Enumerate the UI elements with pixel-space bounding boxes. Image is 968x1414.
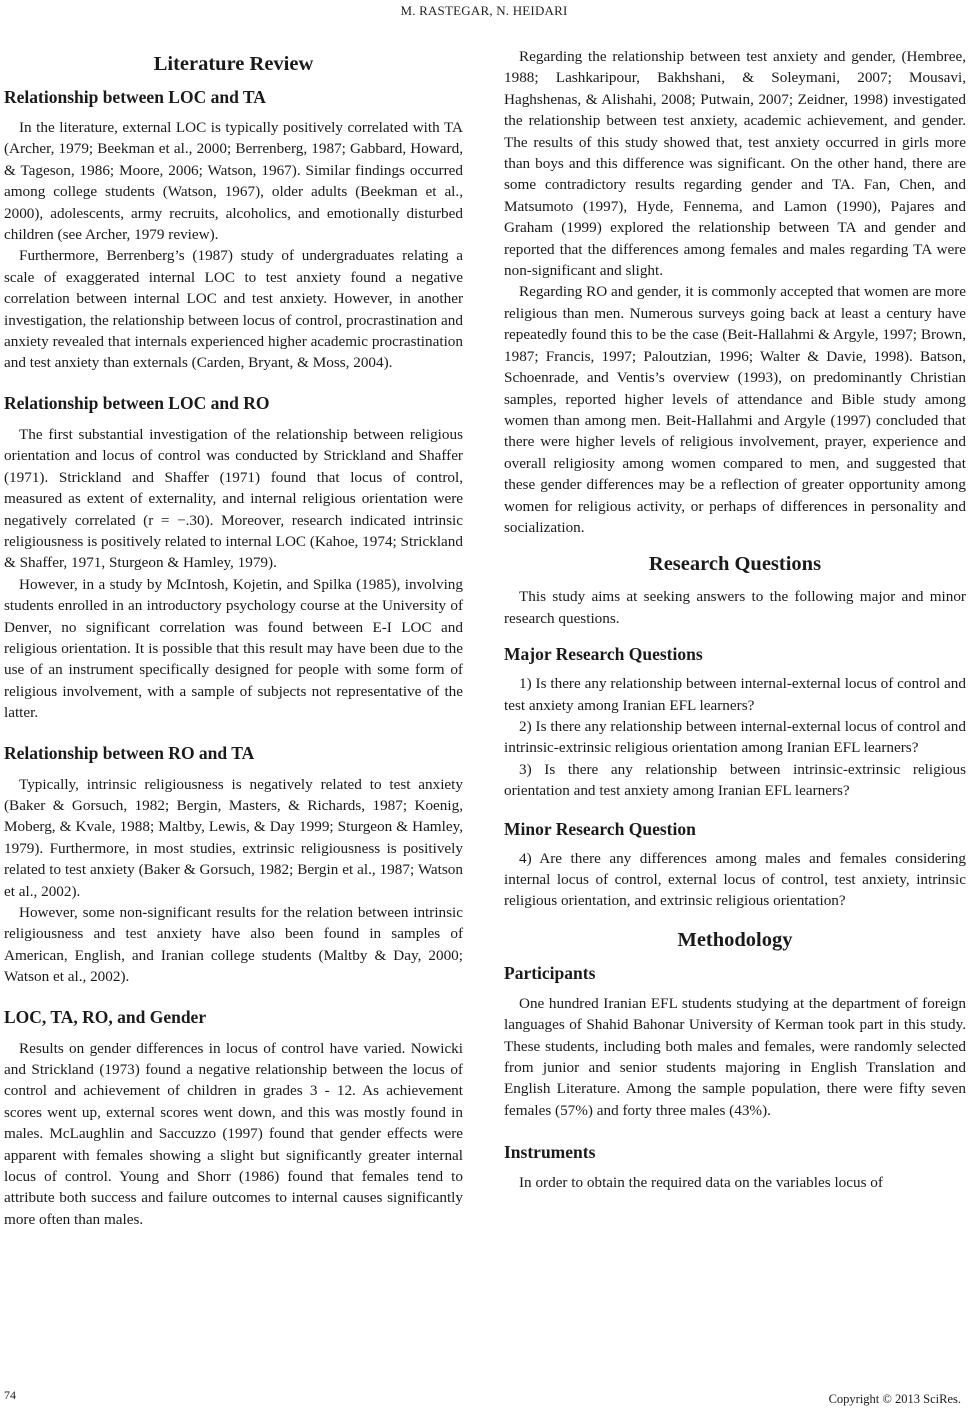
paragraph: One hundred Iranian EFL students studying at the department of foreign languages of Shahid Bahonar University of Kerman took part in this study. These students, including both males and females, were randomly selected from junior and senior students majoring in English Translation and English Literature. Among the sample population, there were fifty seven females (57%) and forty three males (43%). bbox=[504, 994, 966, 1119]
subheading-instruments: Instruments bbox=[504, 1142, 596, 1163]
subheading-minor-question: Minor Research Question bbox=[504, 818, 696, 839]
paragraph: Results on gender differences in locus of control have varied. Nowicki and Strickland (1973) found a negative relationship between the locus of control and achievement of children in grades 3 - 12. As achievement scores went up, external scores went down, and this was mostly found in males. McLaughlin and Saccuzzo (1997) found that gender effects were apparent with females showing a slight but significantly greater internal locus of control. Young and Shorr (1986) found that females tend to attribute both success and failure outcomes to internal causes significantly more often than males. bbox=[4, 1039, 463, 1228]
right-column bbox=[504, 46, 966, 1194]
page-number: 74 bbox=[4, 1388, 16, 1402]
running-head: M. RASTEGAR, N. HEIDARI bbox=[400, 3, 568, 18]
subheading-loc-ro: Relationship between LOC and RO bbox=[4, 392, 270, 413]
subheading-gender: LOC, TA, RO, and Gender bbox=[4, 1006, 207, 1027]
paragraph: Typically, intrinsic religiousness is negatively related to test anxiety (Baker & Gorsuch, 1982; Bergin, Masters, & Richards, 1987; Koenig, Moberg, & Kvale, 1988; Maltby, Lewis, & Day 1999; Sturgeon & Hamley, 1979). Furthermore, in most studies, extrinsic religiousness is positively related to test anxiety (Baker & Gorsuch, 1982; Bergin et al., 1987; Watson et al., 2002). bbox=[4, 775, 463, 900]
left-column bbox=[4, 46, 463, 1230]
subheading-loc-ta: Relationship between LOC and TA bbox=[4, 87, 266, 107]
subheading-ro-ta: Relationship between RO and TA bbox=[4, 742, 255, 763]
section-title-literature-review: Literature Review bbox=[153, 53, 314, 75]
research-question: 1) Is there any relationship between internal-external locus of control and test anxiety among Iranian EFL learners? bbox=[504, 675, 966, 714]
paragraph: The first substantial investigation of the relationship between religious orientation and locus of control was conducted by Strickland and Shaffer (1971). Strickland and Shaffer (1971) found that locus of control, measured as extent of externality, and internal religious orientation were negatively correlated (r = −.30). Moreover, research indicated intrinsic religiousness is positively related to internal LOC (Kahoe, 1974; Strickland & Shaffer, 1971, Sturgeon & Hamley, 1979). bbox=[4, 425, 463, 572]
paragraph: Regarding RO and gender, it is commonly accepted that women are more religious than men. Numerous surveys going back at least a century have repeatedly found this to be the case (Beit-Hallahmi & Argyle, 1997; Brown, 1987; Francis, 1997; Paloutzian, 1996; Walter & Davie, 1998). Batson, Schoenrade, and Ventis’s overview (1993), on predominantly Christian samples, reported higher levels of attendance and Bible study among women than among men. Beit-Hallahmi and Argyle (1997) concluded that there were higher levels of religious involvement, prayer, experience and overall religiosity among women compared to men, and suggested that these gender differences may be a reflection of greater opportunity among women for religious activity, or perhaps of differences in personality and socialization. bbox=[504, 283, 966, 536]
research-question: 3) Is there any relationship between intrinsic-extrinsic religious orientation and test anxiety among Iranian EFL learners? bbox=[504, 760, 966, 800]
paragraph: In order to obtain the required data on the variables locus of bbox=[519, 1174, 883, 1192]
research-question: 4) Are there any differences among males and females considering internal locus of control, external locus of control, test anxiety, intrinsic religious orientation, and extrinsic religious orientation? bbox=[504, 849, 966, 910]
paragraph: However, in a study by McIntosh, Kojetin, and Spilka (1985), involving students enrolled in an introductory psychology course at the University of Denver, no significant correlation was found between E-I LOC and religious orientation. It is possible that this result may have been due to the use of an instrument specifically designed for people with some form of religious involvement, with a sample of subjects not representative of the latter. bbox=[4, 575, 463, 722]
subheading-major-questions: Major Research Questions bbox=[504, 644, 703, 665]
paragraph: However, some non-significant results for the relation between intrinsic religiousness and test anxiety have also been found in samples of American, English, and Iranian college students (Maltby & Day, 2000; Watson et al., 2002). bbox=[4, 904, 463, 986]
copyright: Copyright © 2013 SciRes. bbox=[828, 1392, 961, 1406]
section-title-methodology: Methodology bbox=[677, 928, 793, 951]
paragraph: Furthermore, Berrenberg’s (1987) study of undergraduates relating a scale of exaggerated internal LOC to test anxiety found a negative correlation between internal LOC and test anxiety. However, in another investigation, the relationship between locus of control, procrastination and anxiety revealed that internals experienced higher academic procrastination and test anxiety than externals (Carden, Bryant, & Moss, 2004). bbox=[4, 247, 463, 372]
section-title-research-questions: Research Questions bbox=[648, 553, 822, 576]
paragraph: This study aims at seeking answers to the following major and minor research questions. bbox=[504, 588, 966, 627]
subheading-participants: Participants bbox=[504, 962, 596, 983]
paragraph: In the literature, external LOC is typically positively correlated with TA (Archer, 1979; Beekman et al., 2000; Berrenberg, 1987; Gabbard, Howard, & Tageson, 1986; Moore, 2006; Watson, 1967). Similar findings occurred among college students (Watson, 1967), older adults (Beekman et al., 2000), adolescents, army recruits, alcoholics, and emotionally disturbed children (see Archer, 1979 review). bbox=[4, 119, 463, 244]
research-question: 2) Is there any relationship between internal-external locus of control and intrinsic-extrinsic religious orientation among Iranian EFL learners? bbox=[504, 717, 966, 757]
paragraph: Regarding the relationship between test anxiety and gender, (Hembree, 1988; Lashkaripour, Bakhshani, & Soleymani, 2007; Mousavi, Haghshenas, & Alishahi, 2008; Putwain, 2007; Zeidner, 1998) investigated the relationship between test anxiety, academic achievement, and gender. The results of this study showed that, test anxiety occurred in girls more than boys and this difference was significant. On the other hand, there are some contradictory results regarding gender and TA. Fan, Chen, and Matsumoto (1997), Hyde, Fennema, and Lamon (1990), Pajares and Graham (1999) explored the relationship between TA and gender and reported that the differences among females and males regarding TA were non-significant and slight. bbox=[504, 48, 966, 280]
